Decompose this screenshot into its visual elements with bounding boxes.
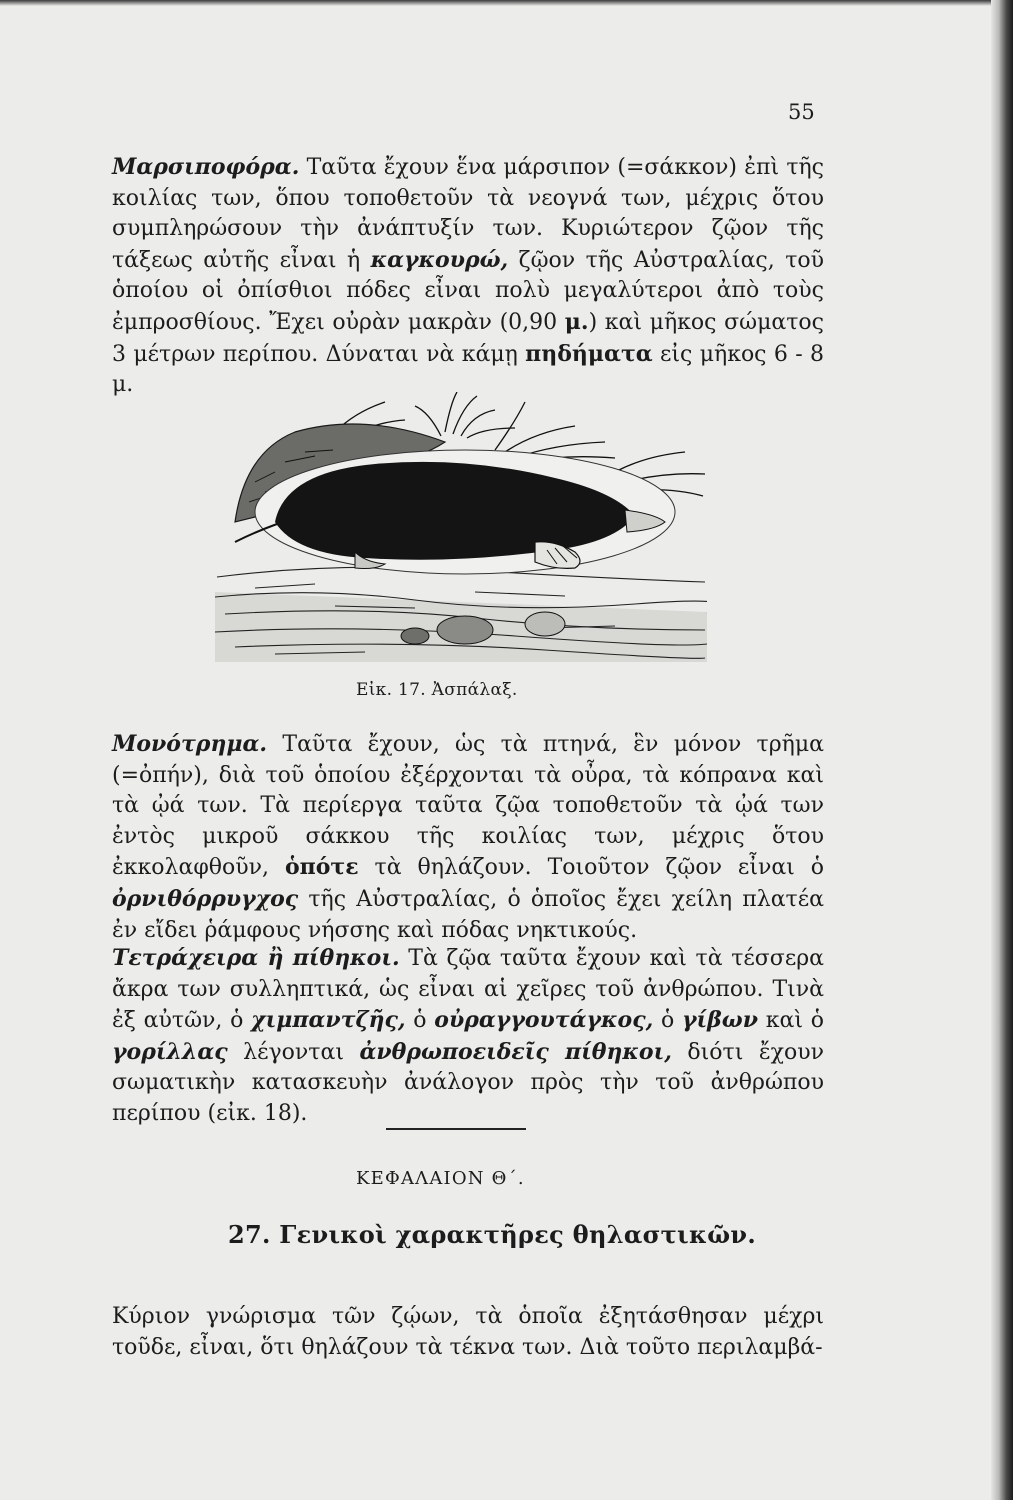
paragraph-text: ὁ	[653, 1008, 683, 1034]
paragraph-text: ) καὶ μῆκος σώματος 3 μέτρων περίπου. Δύναται νὰ κάμῃ	[112, 309, 824, 367]
paragraph-text: τῆς Αὐστραλίας, ὁ ὁποῖος ἔχει χείλη πλατέα ἐν εἴδει ῥάμφους νήσσης καὶ πόδας νηκτικούς.	[112, 886, 824, 943]
term-opote: ὁπότε	[284, 854, 359, 881]
paragraph-heading: Τετράχειρα ἢ πίθηκοι.	[112, 945, 400, 971]
paragraph-text: Κύριον γνώρισμα τῶν ζῴων, τὰ ὁποῖα ἐξητάσθησαν μέχρι τοῦδε, εἶναι, ὅτι θηλάζουν τὰ τέκνα των. Διὰ τοῦτο περιλαμβά-	[112, 1304, 824, 1360]
term-platypus: ὀρνιθόρρυγχος	[112, 885, 299, 912]
paragraph-text: τὰ θηλάζουν. Τοιοῦτον ζῷον εἶναι ὁ	[358, 855, 824, 881]
paragraph-text: λέγονται	[227, 1039, 360, 1065]
term-anthropoid-apes: ἀνθρωποειδεῖς πίθηκοι,	[359, 1038, 672, 1065]
mole-illustration	[215, 392, 707, 662]
paragraph-primates	[112, 943, 824, 1130]
paragraph-text: ὁ	[405, 1008, 435, 1034]
paragraph-text: Τὰ ζῷα ταῦτα ἔχουν καὶ τὰ τέσσερα ἄκρα των συλληπτικά, ὡς εἶναι αἱ χεῖρες τοῦ ἀνθρώπου. Τινὰ ἐξ αὐτῶν, ὁ	[112, 946, 825, 1034]
section-heading: 27. Γενικοὶ χαρακτῆρες θηλαστικῶν.	[228, 1220, 757, 1249]
section-divider	[386, 1128, 526, 1130]
paragraph-heading: Μαρσιποφόρα.	[112, 154, 300, 180]
paragraph-monotremes	[112, 729, 824, 946]
paragraph-text: διότι ἔχουν σωματικὴν κατασκευὴν ἀνάλογον πρὸς τὴν τοῦ ἀνθρώπου περίπου (εἰκ. 18).	[112, 1039, 825, 1126]
chapter-heading: ΚΕΦΑΛΑΙΟΝ Θ΄.	[356, 1168, 525, 1189]
term-gibbon: γίβων	[682, 1007, 759, 1034]
figure-caption: Εἰκ. 17. Ἀσπάλαξ.	[356, 680, 518, 700]
paragraph-heading: Μονότρημα.	[112, 731, 268, 757]
paragraph-text: καὶ ὁ	[758, 1008, 824, 1034]
term-gorilla: γορίλλας	[112, 1038, 228, 1065]
paragraph-marsupials	[112, 152, 824, 401]
term-kangaroo: καγκουρώ,	[370, 246, 509, 273]
page-top-edge	[0, 0, 1013, 6]
paragraph-text: Ταῦτα ἔχουν, ὡς τὰ πτηνά, ἓν μόνον τρῆμα (=ὀπήν), διὰ τοῦ ὁποίου ἐξέρχονται τὰ οὖρα, τὰ κόπρανα καὶ τὰ ᾠά των. Τὰ περίεργα ταῦτα ζῷα τοποθετοῦν τὰ ᾠά των ἐντὸς μικροῦ σάκκου τῆς κοιλίας των, μέχρις ὅτου ἐκκολαφθοῦν,	[112, 732, 824, 881]
paragraph-text: Ταῦτα ἔχουν ἕνα μάρσιπον (=σάκκον) ἐπὶ τῆς κοιλίας των, ὅπου τοποθετοῦν τὰ νεογνά των, μέχρις ὅτου συμπληρώσουν τὴν ἀνάπτυξίν των. Κυριώτερον ζῷον τῆς τάξεως αὐτῆς εἶναι ἡ	[112, 155, 824, 273]
paragraph-text: εἰς μῆκος 6 - 8 μ.	[112, 341, 824, 398]
unit-meters: μ.	[564, 308, 589, 335]
term-jumps: πηδήματα	[525, 340, 653, 367]
term-chimpanzee: χιμπαντζῆς,	[251, 1007, 406, 1034]
paragraph-mammal-traits	[112, 1302, 824, 1363]
paragraph-text: ζῷον τῆς Αὐστραλίας, τοῦ ὁποίου οἱ ὀπίσθιοι πόδες εἶναι πολὺ μεγαλύτεροι ἀπὸ τοὺς ἐμπροσθίους. Ἔχει οὐρὰν μακρὰν (0,90	[112, 247, 824, 335]
book-binding-shadow	[991, 0, 1013, 1500]
term-orangutan: οὐραγγουτάγκος,	[434, 1007, 654, 1034]
page-number: 55	[788, 100, 815, 124]
